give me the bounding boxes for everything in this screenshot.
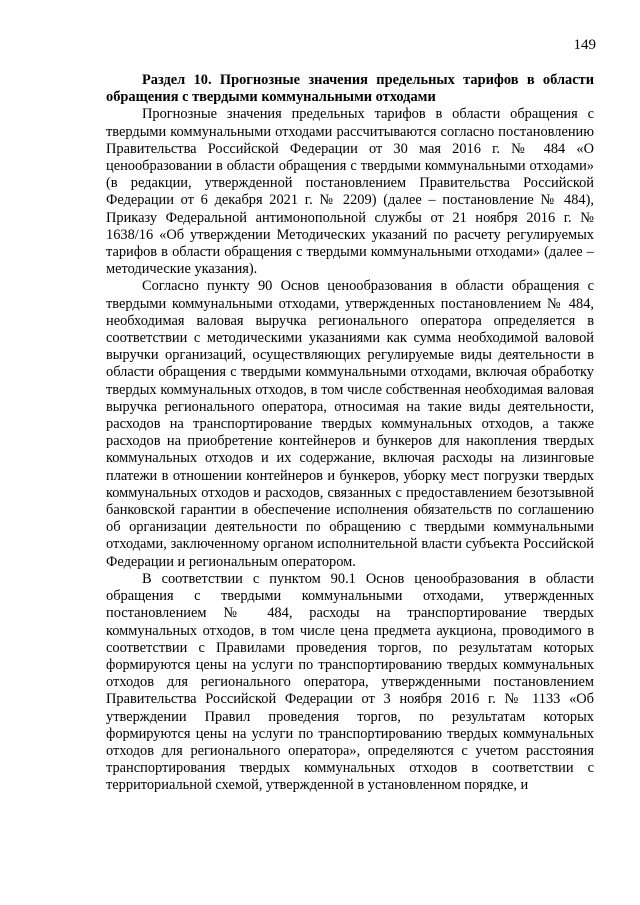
paragraph-point-90: Согласно пункту 90 Основ ценообразования в области обращения с твердыми коммунальными отходами, утвержденных постановлением № 484, необходимая валовая выручка регионального оператора определяется в соответствии с методическими указаниями как сумма необходимой валовой выручки организаций, осуществляющих регулируемые виды деятельности в области обращения с твердыми коммунальными отходами, включая обработку твердых коммунальных отходов, в том числе собственная необходимая валовая выручка регионального оператора, относимая на такие виды деятельности, расходов на транспортирование твердых коммунальных отходов, а также расходов на приобретение контейнеров и бункеров для накопления твердых коммунальных отходов и их содержание, включая расходы на лизинговые платежи в отношении контейнеров и бункеров, уборку мест погрузки твердых коммунальных отходов и расходов, связанных с предоставлением безотзывной банковской гарантии в обеспечение исполнения обязательств по соглашению об организации деятельности по обращению с твердыми коммунальными отходами, заключенному органом исполнительной власти субъекта Российской Федерации и региональным оператором. — [106, 278, 594, 570]
section-heading: Раздел 10. Прогнозные значения предельных тарифов в области обращения с твердыми коммунальными отходами — [106, 72, 594, 106]
paragraph-forecast-tariffs: Прогнозные значения предельных тарифов в области обращения с твердыми коммунальными отходами рассчитываются согласно постановлению Правительства Российской Федерации от 30 мая 2016 г. № 484 «О ценообразовании в области обращения с твердыми коммунальными отходами» (в редакции, утвержденной постановлением Правительства Российской Федерации от 6 декабря 2021 г. № 2209) (далее – постановление № 484), Приказу Федеральной антимонопольной службы от 21 ноября 2016 г. № 1638/16 «Об утверждении Методических указаний по расчету регулируемых тарифов в области обращения с твердыми коммунальными отходами» (далее – методические указания). — [106, 106, 594, 278]
paragraph-point-90-1: В соответствии с пунктом 90.1 Основ ценообразования в области обращения с твердыми коммунальными отходами, утвержденных постановлением № 484, расходы на транспортирование твердых коммунальных отходов, в том числе цена предмета аукциона, проводимого в соответствии с Правилами проведения торгов, по результатам которых формируются цены на услуги по транспортированию твердых коммунальных отходов для регионального оператора, утвержденными постановлением Правительства Российской Федерации от 3 ноября 2016 г. № 1133 «Об утверждении Правил проведения торгов, по результатам которых формируются цены на услуги по транспортированию твердых коммунальных отходов для регионального оператора», определяются с учетом расстояния транспортирования твердых коммунальных отходов в соответствии с территориальной схемой, утвержденной в установленном порядке, и — [106, 570, 594, 794]
page-content — [106, 72, 594, 795]
page-number: 149 — [573, 37, 596, 53]
